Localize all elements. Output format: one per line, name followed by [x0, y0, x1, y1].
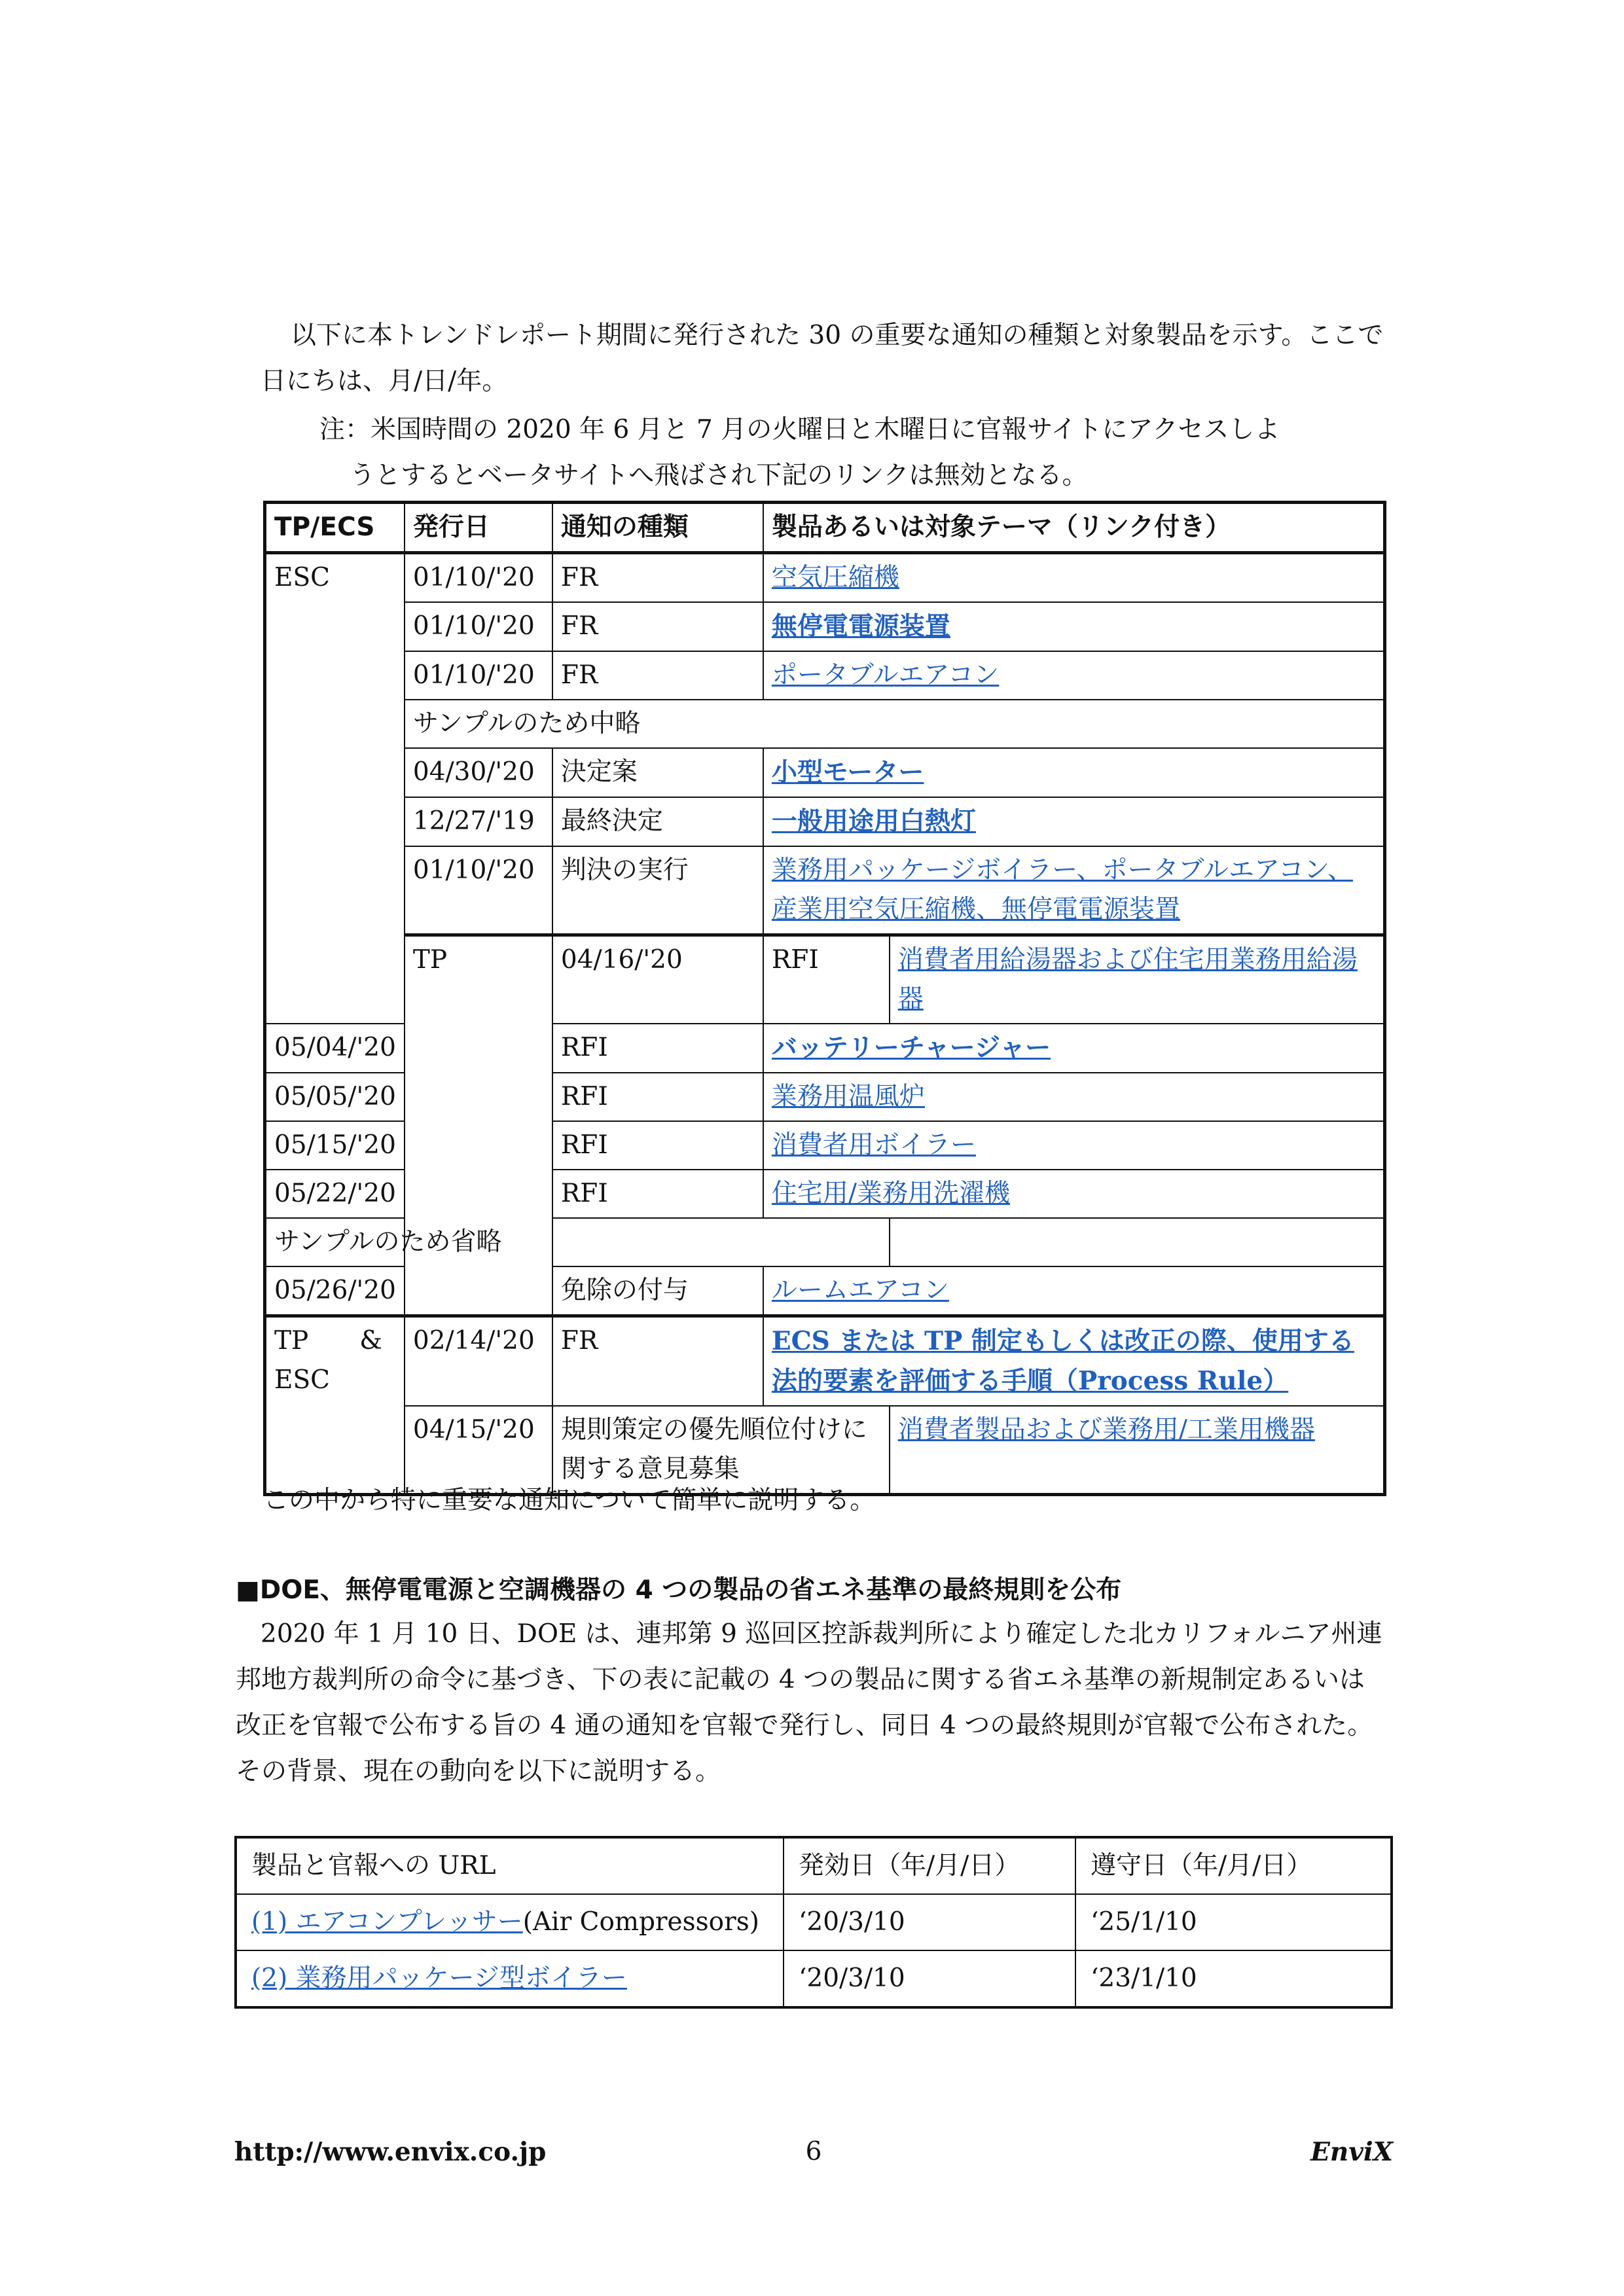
kind-cell: 規則策定の優先順位付けに関する意見募集 — [552, 1406, 890, 1495]
compliance-cell: ‘23/1/10 — [1075, 1950, 1392, 2007]
topic-link[interactable]: ルームエアコン — [771, 1276, 949, 1305]
group-tp-esc — [265, 1316, 405, 1495]
kind-cell: 最終決定 — [552, 797, 763, 846]
topic-link[interactable]: 業務用パッケージボイラー、ポータブルエアコン、産業用空気圧縮機、無停電電源装置 — [771, 855, 1353, 924]
table-row — [236, 1950, 1392, 2007]
kind-cell: RFI — [763, 935, 890, 1024]
effective-cell: ‘20/3/10 — [784, 1894, 1075, 1950]
topic-link[interactable]: バッテリーチャージャー — [771, 1033, 1051, 1063]
omit-note: サンプルのため中略 — [405, 700, 1385, 748]
topic-link[interactable]: 小型モーター — [771, 757, 924, 787]
footer-url[interactable]: http://www.envix.co.jp — [234, 2137, 547, 2167]
kind-cell: 判決の実行 — [552, 846, 763, 935]
header-effective: 発効日（年/月/日） — [784, 1837, 1075, 1894]
omit-note: サンプルのため省略 — [265, 1218, 890, 1266]
date-cell: 04/30/'20 — [405, 748, 552, 797]
effective-cell: ‘20/3/10 — [784, 1950, 1075, 2007]
date-cell: 12/27/'19 — [405, 797, 552, 846]
topic-link[interactable]: 空気圧縮機 — [771, 563, 899, 592]
intro-paragraph: 以下に本トレンドレポート期間に発行された 30 の重要な通知の種類と対象製品を示す。ここで日にちは、月/日/年。 — [261, 321, 1384, 396]
date-cell: 05/15/'20 — [265, 1121, 405, 1170]
topic-link[interactable]: 消費者用給湯器および住宅用業務用給湯器 — [897, 945, 1358, 1014]
note-line-2: うとするとベータサイトへ飛ばされ下記のリンクは無効となる。 — [350, 461, 1088, 490]
table-row — [265, 846, 1385, 935]
table-row — [236, 1894, 1392, 1950]
kind-cell: RFI — [552, 1170, 763, 1218]
topic-link[interactable]: 一般用途用白熱灯 — [771, 806, 976, 836]
kind-cell: FR — [552, 602, 763, 651]
date-cell: 02/14/'20 — [405, 1316, 552, 1407]
table-row — [265, 602, 1385, 651]
product-link[interactable]: (2) 業務用パッケージ型ボイラー — [251, 1964, 627, 1993]
group-label-b: ESC — [274, 1365, 331, 1395]
topic-link[interactable]: 業務用温風炉 — [771, 1082, 925, 1111]
kind-cell: 免除の付与 — [552, 1266, 763, 1316]
topic-link[interactable]: 消費者製品および業務用/工業用機器 — [897, 1415, 1315, 1444]
date-cell: 01/10/'20 — [405, 553, 552, 603]
table-row — [265, 935, 1385, 1024]
product-cell — [236, 1950, 784, 2007]
table-row — [265, 700, 1385, 748]
summary-sentence: この中から特に重要な通知について簡単に説明する。 — [263, 1486, 876, 1515]
table-header-row — [236, 1837, 1392, 1894]
header-kind: 通知の種類 — [552, 503, 763, 553]
group-tp: TP — [405, 935, 552, 1316]
date-cell: 05/26/'20 — [265, 1266, 405, 1316]
section-body: 2020 年 1 月 10 日、DOE は、連邦第 9 巡回区控訴裁判所により確定した北カリフォルニア州連邦地方裁判所の命令に基づき、下の表に記載の 4 つの製品に関する省エネ基準の新規制定あるいは改正を官報で公布する旨の 4 通の通知を官報で発行し、同日 4 つの最終規則が官報で公布された。その背景、現在の動向を以下に説明する。 — [236, 1619, 1382, 1786]
page-number: 6 — [805, 2137, 822, 2166]
kind-cell: RFI — [552, 1121, 763, 1170]
table-row — [265, 1218, 1385, 1266]
date-cell: 01/10/'20 — [405, 846, 552, 935]
notice-table — [263, 501, 1386, 1496]
group-esc: ESC — [265, 553, 405, 1024]
standards-table — [234, 1836, 1393, 2009]
topic-link[interactable]: 無停電電源装置 — [771, 611, 950, 641]
table-row — [265, 651, 1385, 700]
date-cell: 04/15/'20 — [405, 1406, 552, 1495]
date-cell: 04/16/'20 — [552, 935, 763, 1024]
date-cell: 05/04/'20 — [265, 1024, 405, 1073]
date-cell: 01/10/'20 — [405, 651, 552, 700]
note-line-1: 注：米国時間の 2020 年 6 月と 7 月の火曜日と木曜日に官報サイトにアクセスしよ — [319, 415, 1280, 444]
group-label-a: TP & — [274, 1326, 382, 1355]
product-extra: (Air Compressors) — [522, 1907, 760, 1937]
topic-link[interactable]: ポータブルエアコン — [771, 660, 1000, 690]
header-product: 製品と官報への URL — [236, 1837, 784, 1894]
kind-cell: RFI — [552, 1024, 763, 1073]
topic-link[interactable]: 住宅用/業務用洗濯機 — [771, 1179, 1011, 1208]
header-date: 発行日 — [405, 503, 552, 553]
header-topic: 製品あるいは対象テーマ（リンク付き） — [763, 503, 1385, 553]
note-paragraph — [319, 407, 1385, 499]
header-tp-ecs: TP/ECS — [265, 503, 405, 553]
section-heading: ■DOE、無停電電源と空調機器の 4 つの製品の省エネ基準の最終規則を公布 — [236, 1575, 1122, 1605]
topic-link[interactable]: 消費者用ボイラー — [771, 1130, 976, 1160]
page-footer — [234, 2137, 1393, 2176]
footer-brand: EnviX — [1310, 2137, 1393, 2167]
product-cell — [236, 1894, 784, 1950]
kind-cell: RFI — [552, 1073, 763, 1121]
kind-cell: 決定案 — [552, 748, 763, 797]
table-row — [265, 553, 1385, 603]
compliance-cell: ‘25/1/10 — [1075, 1894, 1392, 1950]
table-row — [265, 1316, 1385, 1407]
date-cell: 05/05/'20 — [265, 1073, 405, 1121]
date-cell: 05/22/'20 — [265, 1170, 405, 1218]
table-row — [265, 748, 1385, 797]
table-row — [265, 797, 1385, 846]
kind-cell: FR — [552, 1316, 763, 1407]
date-cell: 01/10/'20 — [405, 602, 552, 651]
kind-cell: FR — [552, 553, 763, 603]
kind-cell: FR — [552, 651, 763, 700]
topic-link[interactable]: ECS または TP 制定もしくは改正の際、使用する法的要素を評価する手順（Process Rule） — [771, 1326, 1354, 1396]
table-header-row — [265, 503, 1385, 553]
header-compliance: 遵守日（年/月/日） — [1075, 1837, 1392, 1894]
product-link[interactable]: (1) エアコンプレッサー — [251, 1907, 523, 1937]
